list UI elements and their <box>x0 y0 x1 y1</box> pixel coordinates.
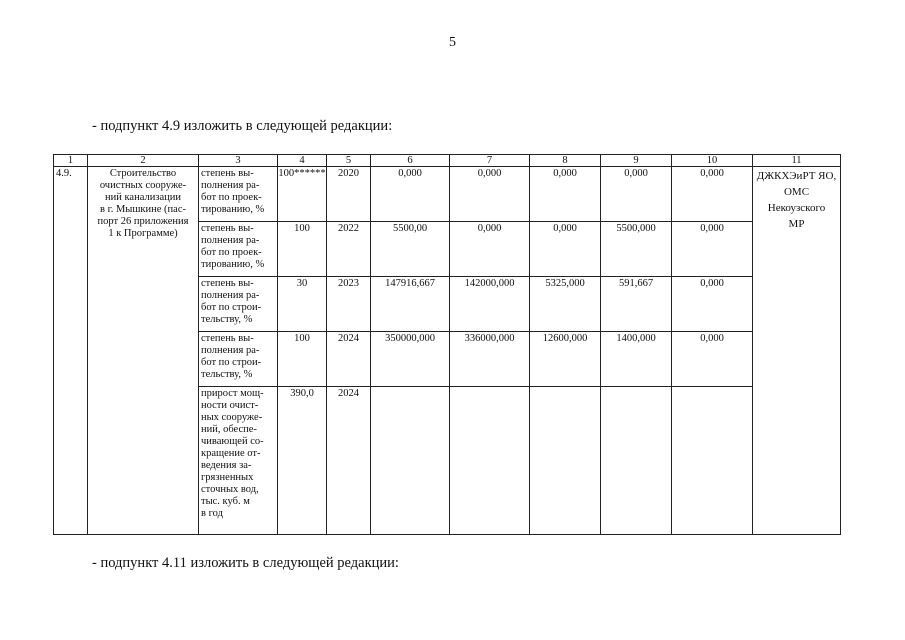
header-cell: 4 <box>278 155 327 167</box>
amount-cell: 0,000 <box>672 222 753 277</box>
amount-cell: 0,000 <box>601 167 672 222</box>
year-cell: 2024 <box>327 332 371 387</box>
header-cell: 2 <box>88 155 199 167</box>
amount-cell: 0,000 <box>672 167 753 222</box>
amount-cell <box>530 387 601 535</box>
responsible-executor-cell: ДЖКХЭиРТ ЯО, ОМС Некоузского МР <box>753 167 841 535</box>
table-row <box>54 167 841 222</box>
indicator-cell: степень вы- полнения ра- бот по проек- тированию, % <box>199 167 278 222</box>
amount-cell: 142000,000 <box>450 277 530 332</box>
amount-cell <box>601 387 672 535</box>
amount-cell: 0,000 <box>371 167 450 222</box>
year-cell: 2022 <box>327 222 371 277</box>
header-cell: 1 <box>54 155 88 167</box>
instruction-subitem-4-9: - подпункт 4.9 изложить в следующей редакции: <box>92 118 393 134</box>
amount-cell: 0,000 <box>450 222 530 277</box>
header-cell: 3 <box>199 155 278 167</box>
indicator-cell: степень вы- полнения ра- бот по проек- тированию, % <box>199 222 278 277</box>
amount-cell: 147916,667 <box>371 277 450 332</box>
target-value-cell: 100 <box>278 222 327 277</box>
target-value-cell: 30 <box>278 277 327 332</box>
header-cell: 8 <box>530 155 601 167</box>
amount-cell: 0,000 <box>530 222 601 277</box>
indicator-cell: прирост мощ- ности очист- ных сооруже- ний, обеспе- чивающей со- кращение от- ведения за- грязненных сточных вод, тыс. куб. м в год <box>199 387 278 535</box>
indicator-cell: степень вы- полнения ра- бот по строи- тельству, % <box>199 277 278 332</box>
header-cell: 11 <box>753 155 841 167</box>
instruction-subitem-4-11: - подпункт 4.11 изложить в следующей редакции: <box>92 555 399 571</box>
page-number: 5 <box>449 35 456 50</box>
target-value-cell: 100****** <box>278 167 327 222</box>
amount-cell: 5325,000 <box>530 277 601 332</box>
amount-cell: 0,000 <box>672 332 753 387</box>
program-table <box>53 154 841 535</box>
amount-cell: 0,000 <box>672 277 753 332</box>
year-cell: 2024 <box>327 387 371 535</box>
amount-cell <box>450 387 530 535</box>
indicator-cell: степень вы- полнения ра- бот по строи- тельству, % <box>199 332 278 387</box>
target-value-cell: 100 <box>278 332 327 387</box>
amount-cell: 0,000 <box>450 167 530 222</box>
amount-cell: 0,000 <box>530 167 601 222</box>
header-cell: 6 <box>371 155 450 167</box>
header-cell: 9 <box>601 155 672 167</box>
amount-cell: 12600,000 <box>530 332 601 387</box>
object-name-cell: Строительство очистных сооруже- ний канализации в г. Мышкине (пас- порт 26 приложения 1 к Программе) <box>88 167 199 535</box>
item-number-cell: 4.9. <box>54 167 88 535</box>
amount-cell: 591,667 <box>601 277 672 332</box>
header-cell: 7 <box>450 155 530 167</box>
amount-cell: 5500,00 <box>371 222 450 277</box>
target-value-cell: 390,0 <box>278 387 327 535</box>
amount-cell: 350000,000 <box>371 332 450 387</box>
amount-cell <box>371 387 450 535</box>
amount-cell: 5500,000 <box>601 222 672 277</box>
year-cell: 2020 <box>327 167 371 222</box>
table-header-row <box>54 155 841 167</box>
amount-cell <box>672 387 753 535</box>
header-cell: 10 <box>672 155 753 167</box>
amount-cell: 1400,000 <box>601 332 672 387</box>
year-cell: 2023 <box>327 277 371 332</box>
amount-cell: 336000,000 <box>450 332 530 387</box>
header-cell: 5 <box>327 155 371 167</box>
